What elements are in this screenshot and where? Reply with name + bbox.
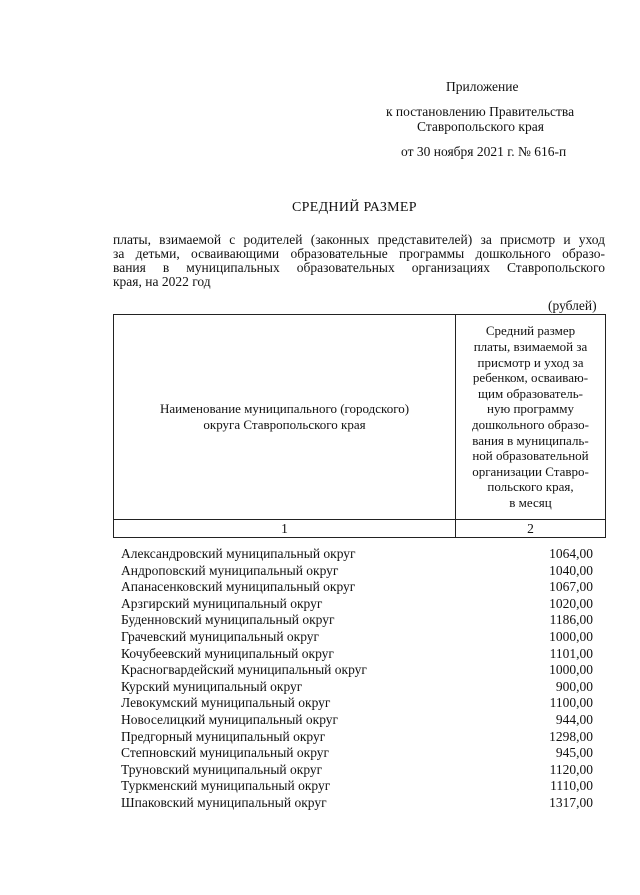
document-subtitle [113, 233, 605, 289]
fee-value: 1100,00 [549, 695, 593, 711]
fee-value: 1000,00 [549, 628, 593, 644]
document-title: СРЕДНИЙ РАЗМЕР [292, 200, 417, 215]
table-row [121, 546, 593, 563]
column-header-value-line: ной образовательной [472, 448, 589, 464]
fee-value: 1064,00 [549, 546, 593, 561]
table-row [121, 646, 593, 663]
column-number-1: 1 [114, 520, 456, 538]
fee-value: 1000,00 [549, 662, 593, 678]
fee-value: 945,00 [555, 745, 593, 761]
fee-value: 1186,00 [549, 612, 593, 628]
district-name: Шпаковский муниципальный округ [121, 794, 327, 810]
column-header-name-line: округа Ставропольского края [203, 417, 366, 432]
table-row [121, 629, 593, 646]
column-header-name-line: Наименование муниципального (городского) [159, 401, 410, 416]
appendix-resolution-line: к постановлению Правительства [386, 104, 575, 119]
fee-value: 1040,00 [549, 562, 593, 578]
district-name: Андроповский муниципальный округ [121, 562, 339, 578]
district-name: Левокумский муниципальный округ [121, 695, 331, 711]
subtitle-line: платы, взимаемой с родителей (законных представителей) за присмотр и уход [113, 232, 605, 247]
appendix-date: от 30 ноября 2021 г. № 616-п [401, 144, 567, 159]
fee-value: 944,00 [555, 711, 593, 727]
district-name: Кочубеевский муниципальный округ [121, 645, 334, 661]
district-name: Степновский муниципальный округ [121, 745, 330, 761]
district-name: Арзгирский муниципальный округ [121, 595, 323, 611]
fee-value: 1317,00 [549, 794, 593, 810]
district-name: Грачевский муниципальный округ [121, 628, 320, 644]
table-row [121, 712, 593, 729]
column-header-name [114, 315, 456, 520]
table-row [121, 563, 593, 580]
district-name: Буденновский муниципальный округ [121, 612, 335, 628]
table-row [121, 762, 593, 779]
district-name: Новоселицкий муниципальный округ [121, 711, 339, 727]
district-name: Труновский муниципальный округ [121, 761, 323, 777]
district-name: Апанасенковский муниципальный округ [121, 579, 356, 595]
column-header-value-line: щим образователь- [478, 385, 583, 401]
column-number-2: 2 [456, 520, 606, 538]
appendix-region-line: Ставропольского края [417, 119, 544, 134]
subtitle-line: вания в муниципальных образовательных организациях Ставропольского [113, 260, 605, 275]
table-body [121, 546, 593, 812]
column-header-value-line: ную программу [487, 401, 574, 417]
district-name: Предгорный муниципальный округ [121, 728, 326, 744]
column-header-value-line: Средний размер [485, 323, 576, 339]
appendix-label: Приложение [446, 79, 519, 94]
district-name: Туркменский муниципальный округ [121, 778, 331, 794]
table-row [121, 662, 593, 679]
table-row [121, 729, 593, 746]
district-name: Курский муниципальный округ [121, 678, 303, 694]
district-name: Красногвардейский муниципальный округ [121, 662, 367, 678]
unit-label: (рублей) [548, 298, 597, 313]
table-row [121, 778, 593, 795]
column-header-value-line: платы, взимаемой за [473, 339, 588, 355]
table-row [121, 745, 593, 762]
fee-value: 1120,00 [549, 761, 593, 777]
column-header-value-line: организации Ставро- [472, 463, 589, 479]
column-header-value-line: дошкольного образо- [471, 417, 589, 432]
column-header-value [456, 315, 606, 520]
table-row [121, 612, 593, 629]
subtitle-line: за детьми, осваивающими образовательные программы дошкольного образо- [113, 246, 605, 261]
table-row [121, 679, 593, 696]
column-header-value-line: в месяц [509, 494, 552, 510]
fee-value: 1110,00 [550, 778, 593, 794]
table-row [121, 695, 593, 712]
table-header [113, 314, 606, 538]
fee-value: 1020,00 [549, 595, 593, 611]
column-header-value-line: присмотр и уход за [477, 354, 584, 370]
table-row [121, 795, 593, 812]
column-header-value-line: ребенком, осваиваю- [472, 370, 589, 386]
fee-value: 900,00 [555, 678, 593, 694]
column-header-value-line: вания в муниципаль- [472, 432, 589, 448]
fee-value: 1067,00 [549, 579, 593, 595]
table-row [121, 579, 593, 596]
column-header-value-line: польского края, [487, 479, 574, 495]
fee-value: 1101,00 [549, 645, 593, 661]
district-name: Александровский муниципальный округ [121, 546, 356, 561]
table-row [121, 596, 593, 613]
fee-value: 1298,00 [549, 728, 593, 744]
subtitle-line: края, на 2022 год [113, 274, 211, 289]
